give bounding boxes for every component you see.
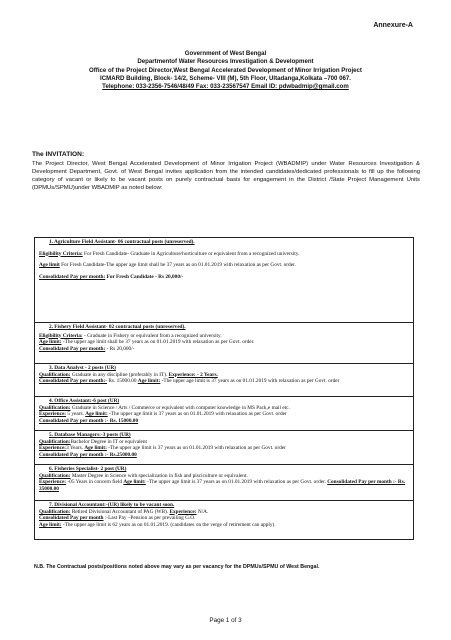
post-pay-age: Consolidated Pay per month:- Rs. 15000.00 Age limit: -The upper age limit is 37 years as on 01.01.2019 with relaxation as per Govt. order — [39, 378, 340, 385]
post-qualification: Qualification: Master Degree in Science with specialization in fish and pisciculture or equivalent. — [39, 472, 248, 479]
invitation-body: The Project Director, West Bengal Accelerated Development of Minor Irrigation Project (WBADMIP) under Water Resources Investigation & Development Department, Govt. of West Bengal invites application from the intended candidates/dedicated professionals to fill up the following category of vacant or likely to be vacant posts on purely contractual basis for engagement in the District /State Project Management Units (DPMUs/SPMU)under WBADMIP as noted below: — [32, 161, 420, 192]
post-title: 6. Fisheries Specialist- 2 post (UR) — [49, 466, 127, 472]
post-pay: Consolidated Pay per month :- Rs.25000.00 — [39, 451, 137, 458]
post-section-4 — [35, 397, 413, 431]
post-experience-age: Experience: 5 years. Age limit: -The upper age limit is 37 years as on 01.01.2019 with relaxation as per Govt. order — [39, 411, 287, 418]
post-qualification: Qualification:Bachelor Degree in IT or equivalent — [39, 438, 148, 445]
post-eligibility: Eligibility Criteria: - Graduate in Fishery or equivalent from a recognized university. — [39, 332, 222, 339]
post-qualification: Qualification: Graduate in Science / Arts / Commerce or equivalent with computer knowledge in MS Pack,e mail etc. — [39, 404, 290, 411]
post-title: 2. Fishery Field Assistant- 02 contractual posts (unreserved). — [49, 324, 186, 330]
department-name: Departmentof Water Resources Investigation & Development — [137, 58, 314, 66]
post-section-6 — [35, 465, 413, 501]
post-pay: Consolidated Pay per month :- Rs. 15000.00 — [39, 417, 139, 424]
post-section-5 — [35, 431, 413, 465]
post-qualification: Qualification: Retired Divisional Accountant of PAG (WB). Experience: N/A. — [39, 508, 209, 515]
post-title: 4. Office Assistant:-6 post (UR) — [49, 398, 120, 404]
post-pay: Consolidated Pay per month :-Last Pay –Pension as per prevailing G.O. — [39, 515, 196, 522]
govt-name: Government of West Bengal — [184, 50, 267, 57]
office-address: ICMARD Building, Block- 14/2, Scheme- VIII (M), 5th Floor, Ultadanga,Kolkata –700 067. — [100, 74, 351, 82]
posts-table — [34, 237, 414, 540]
post-title: 3. Data Analyst - 2 posts (UR) — [49, 365, 116, 371]
post-age-limit: Age limit: -The upper age limit shall be 37 years as on 01.01.2019 with relaxation as per Govt. order. — [39, 339, 255, 346]
letterhead — [40, 50, 411, 91]
post-title: 7. Divisional Accountant:-(UR) likely to be vacant soon. — [49, 502, 175, 508]
post-experience-age: Experience:3 Years. Age limit: -The upper age limit is 37 years as on 01.01.2019 with relaxation as per Govt. order — [39, 445, 286, 452]
office-name: Office of the Project Director,West Bengal Accelerated Development of Minor Irrigation Project — [89, 66, 362, 74]
post-section-2 — [35, 323, 413, 364]
post-age-limit: Age limit For Fresh Candidate-The upper age limit shall be 37 years as on 01.01.2019 with relaxation as per Govt. order. — [39, 262, 296, 269]
invitation-title: The INVITATION: — [32, 151, 85, 158]
post-experience-age-pay: Experience: -05 Years in concern field Age limit: -The upper age limit is 37 years as on 01.01.2019 with relaxation as per Govt. order. Consolidated Pay per month :- Rs. 35000.00 — [39, 479, 406, 492]
post-section-1 — [35, 238, 413, 323]
footnote: N.B. The Contractual posts/positions noted above may vary as per vacancy for the DPMUs/SPMU of West Bengal. — [34, 564, 320, 570]
post-title: 1. Agriculture Field Assistant- 06 contractual posts (unreserved). — [49, 239, 195, 245]
post-pay: Consolidated Pay per month: - Rs 20,000/- — [39, 345, 135, 352]
post-pay: Consolidated Pay per month: For Fresh Candidate - Rs 20,000/- — [39, 273, 184, 280]
post-section-7 — [35, 501, 413, 539]
annexure-label: Annexure-A — [373, 22, 413, 29]
post-section-3 — [35, 364, 413, 397]
contact-line: Telephone: 033-2356-7546/48/49 Fax: 033-23567547 Email ID: pdwbadmip@gmail.com — [102, 83, 349, 91]
page-number: Page 1 of 3 — [209, 617, 242, 624]
post-eligibility: Eligibility Criteria: For Fresh Candidate- Graduate in Agriculture/horticulture or equivalent from a recognized university. — [39, 250, 300, 257]
post-age-limit: Age limit: -The upper age limit is 62 years as on 01.01.2019. (candidates on the verge of retirement can apply). — [39, 521, 276, 528]
post-qualification: Qualification: Graduate in any discipline (preferably in IT). Experience: - 2 Years. — [39, 371, 218, 378]
post-title: 5. Database Managers:-3 posts (UR) — [49, 432, 131, 438]
